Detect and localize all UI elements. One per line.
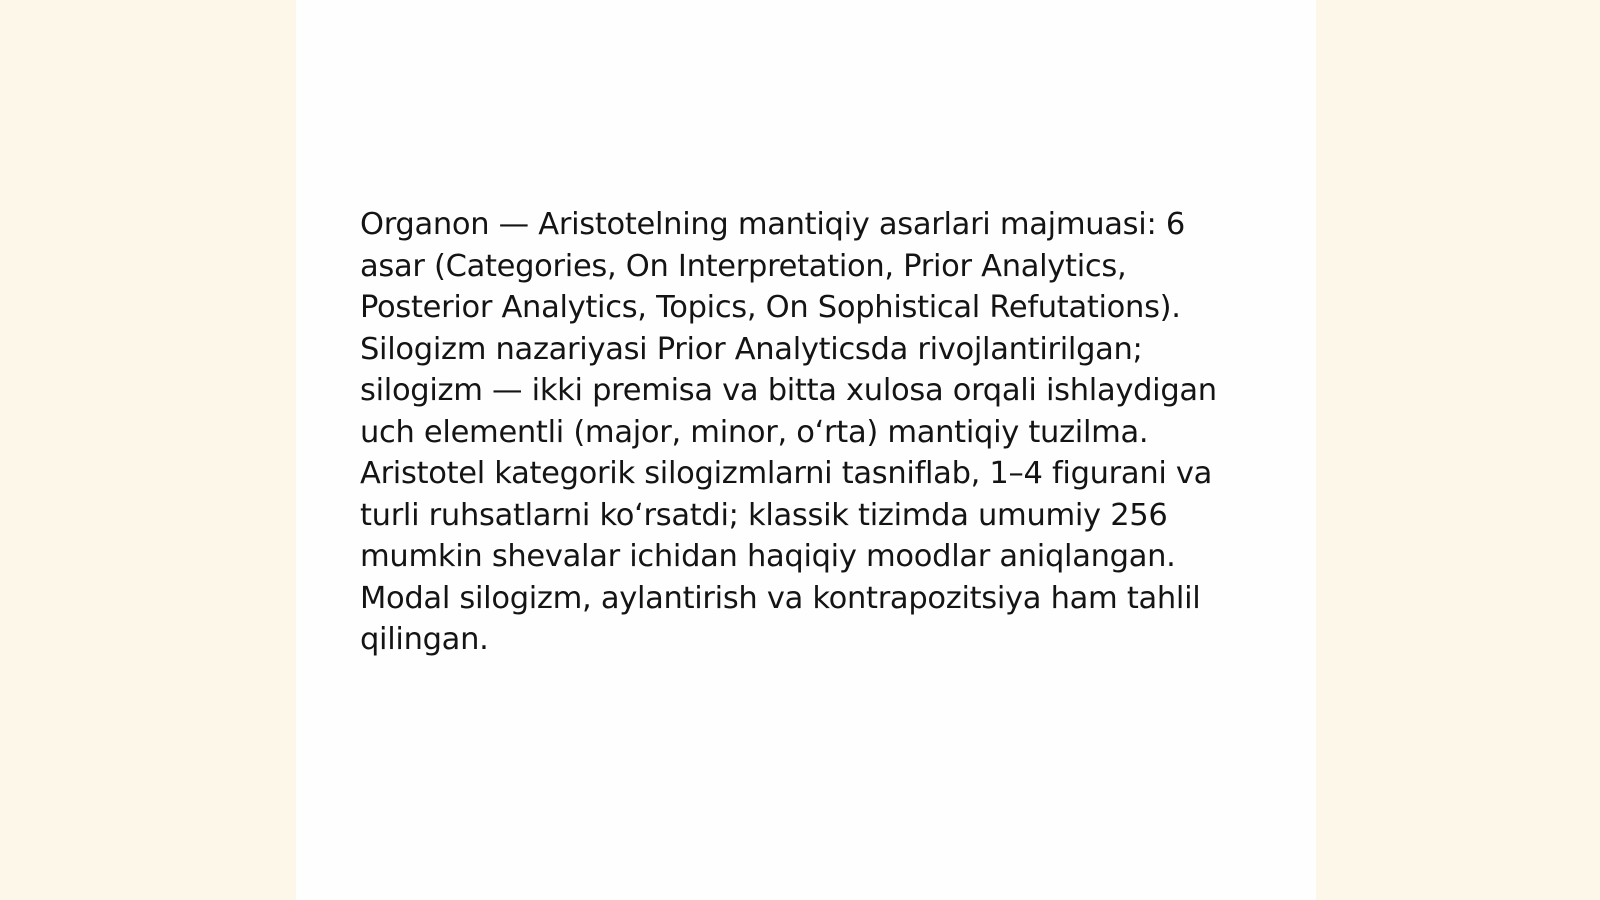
slide: [296, 0, 1316, 900]
slide-body-text: Organon — Aristotelning mantiqiy asarlari majmuasi: 6 asar (Categories, On Interpretation, Prior Analytics, Posterior Analytics, Topics, On Sophistical Refutations). Silogizm nazariyasi Prior Analyticsda rivojlantirilgan; silogizm — ikki premisa va bitta xulosa orqali ishlaydigan uch elementli (major, minor, oʻrta) mantiqiy tuzilma. Aristotel kategorik silogizmlarni tasniflab, 1–4 figurani va turli ruhsatlarni koʻrsatdi; klassik tizimda umumiy 256 mumkin shevalar ichidan haqiqiy moodlar aniqlangan. Modal silogizm, aylantirish va kontrapozitsiya ham tahlil qilingan.: [360, 207, 1217, 657]
